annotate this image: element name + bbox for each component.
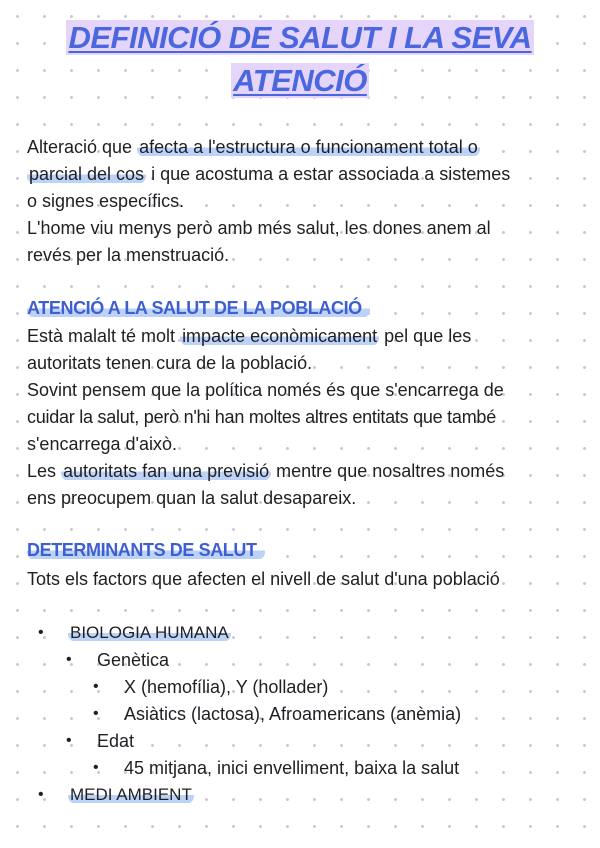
section1-line-2: autoritats tenen cura de la població. <box>27 353 313 373</box>
bullet-marker: • <box>93 705 99 722</box>
highlight: impacte econòmicament <box>182 326 378 346</box>
page-title-line-1: DEFINICIÓ DE SALUT I LA SEVA <box>68 20 532 55</box>
intro-line-1: Alteració que afecta a l'estructura o funcionament total o <box>27 137 478 157</box>
section-heading-determinants: DETERMINANTS DE SALUT <box>27 540 265 561</box>
list-item-biologia: BIOLOGIA HUMANA <box>70 623 229 642</box>
bullet-marker: • <box>66 651 72 668</box>
section1-line-5: s'encarrega d'això. <box>27 434 177 454</box>
intro-line-4: L'home viu menys però amb més salut, les dones anem al <box>27 218 491 238</box>
intro-line-3: o signes específics. <box>27 191 185 211</box>
intro-line-5: revés per la menstruació. <box>27 245 230 265</box>
bullet-marker: • <box>93 678 99 695</box>
highlight: afecta a l'estructura o funcionament total o <box>139 137 478 157</box>
section-heading-atencio: ATENCIÓ A LA SALUT DE LA POBLACIÓ <box>27 298 370 319</box>
bullet-marker: • <box>38 624 44 641</box>
section1-line-4: cuidar la salut, però n'hi han moltes altres entitats que també <box>27 407 496 427</box>
section1-line-6: Les autoritats fan una previsió mentre que nosaltres només <box>27 461 505 481</box>
page-title-line-2: ATENCIÓ <box>233 63 367 98</box>
intro-line-2: parcial del cos i que acostuma a estar associada a sistemes <box>29 164 511 184</box>
bullet-marker: • <box>93 759 99 776</box>
list-item-genetica: Genètica <box>97 650 170 670</box>
section2-line-1: Tots els factors que afecten el nivell de salut d'una població <box>27 569 500 589</box>
list-item-envelliment: 45 mitjana, inici envelliment, baixa la salut <box>124 758 460 778</box>
list-item-lactosa: Asiàtics (lactosa), Afroamericans (anèmia) <box>124 704 462 724</box>
section1-line-3: Sovint pensem que la política només és que s'encarrega de <box>27 380 504 400</box>
list-item-medi-ambient: MEDI AMBIENT <box>70 785 192 804</box>
highlight: autoritats fan una previsió <box>63 461 270 481</box>
list-item-edat: Edat <box>97 731 135 751</box>
section1-line-1: Està malalt té molt impacte econòmicament pel que les <box>27 326 472 346</box>
highlight: parcial del cos <box>29 164 145 184</box>
bullet-marker: • <box>38 786 44 803</box>
section1-line-7: ens preocupem quan la salut desapareix. <box>27 488 357 508</box>
bullet-marker: • <box>66 732 72 749</box>
list-item-hemofilia: X (hemofília), Y (hollader) <box>124 677 329 697</box>
